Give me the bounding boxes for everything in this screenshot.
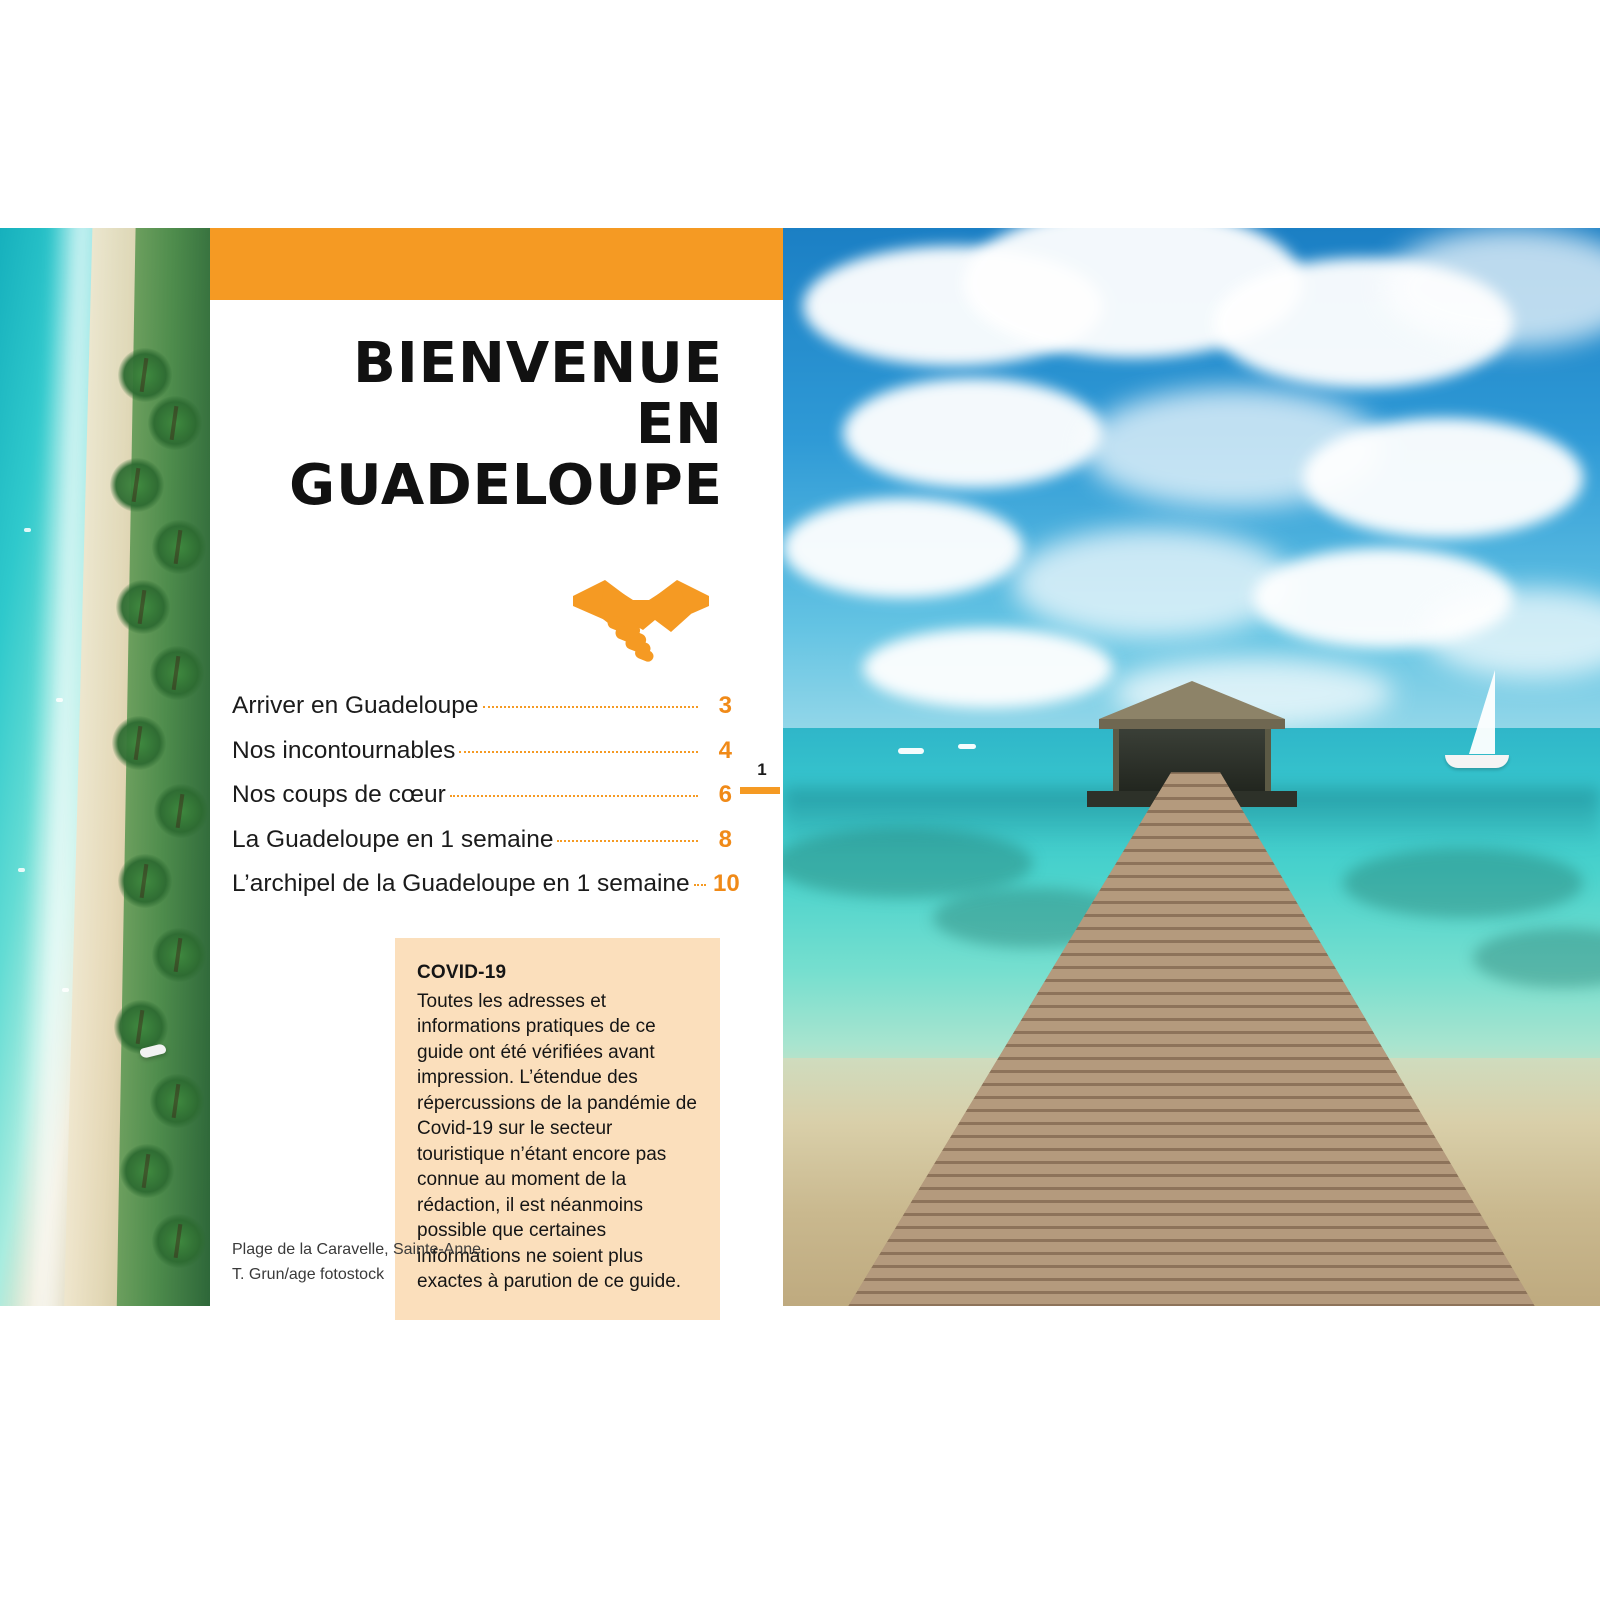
reef-patch (1343, 848, 1583, 918)
reef-patch (783, 828, 1033, 898)
palm-tree (120, 1144, 174, 1198)
water-sparkle (62, 988, 69, 992)
toc-entry-label: Nos incontournables (232, 736, 456, 764)
cloud (1303, 418, 1583, 538)
palm-tree (152, 520, 206, 574)
photo-caption-line-1: Plage de la Caravelle, Sainte-Anne. (232, 1241, 486, 1258)
water-sparkle (18, 868, 25, 872)
palm-tree (152, 928, 206, 982)
toc-entry[interactable] (232, 870, 740, 898)
folio-rule (740, 787, 780, 794)
page-title-line-3: GUADELOUPE (289, 453, 723, 519)
hut-roof (1099, 681, 1285, 719)
toc-leader-dots (459, 751, 698, 753)
toc-entry-page: 10 (712, 870, 740, 897)
pier-photo (783, 228, 1600, 1306)
page-title-line-2: EN (635, 392, 723, 458)
toc-entry-label: L’archipel de la Guadeloupe en 1 semaine (232, 870, 690, 897)
folio (740, 760, 784, 794)
toc-leader-dots (557, 840, 698, 842)
header-accent-bar (210, 228, 783, 300)
palm-tree (154, 784, 208, 838)
toc-entry-page: 6 (718, 781, 732, 808)
photo-caption (232, 1238, 486, 1288)
palm-tree (118, 854, 172, 908)
cloud (863, 628, 1113, 708)
distant-boat (958, 744, 976, 749)
toc-leader-dots (483, 706, 698, 708)
toc-leader-dots (694, 884, 706, 886)
photo-caption-line-2: T. Grun/age fotostock (232, 1265, 385, 1283)
palm-tree (118, 348, 172, 402)
cloud (843, 378, 1103, 488)
palm-tree (112, 716, 166, 770)
covid-notice-body: Toutes les adresses et informations pratiques de ce guide ont été vérifiées avant impression. L’étendue des répercussions de la pandémie de Covid-19 sur le secteur touristique n’étant encore pas connue au moment de la rédaction, il est néanmoins possible que certaines informations ne soient plus exactes à parution de ce guide. (417, 991, 697, 1292)
palm-tree (152, 1214, 206, 1268)
page-title-line-1: BIENVENUE (353, 331, 723, 396)
toc-entry[interactable] (232, 737, 732, 765)
table-of-contents (232, 692, 740, 915)
cloud (783, 498, 1023, 598)
sail (1467, 670, 1495, 754)
content-column (210, 300, 783, 1306)
toc-entry-label: Nos coups de cœur (232, 781, 446, 808)
palm-tree (150, 1074, 204, 1128)
toc-entry-page: 3 (718, 692, 732, 719)
toc-leader-dots (450, 795, 698, 797)
hull (1445, 755, 1509, 768)
palm-tree (150, 646, 204, 700)
cloud (1013, 528, 1293, 638)
covid-notice-title: COVID-19 (417, 962, 507, 983)
toc-entry-label: La Guadeloupe en 1 semaine (232, 825, 554, 853)
page-number: 1 (757, 760, 767, 779)
distant-boat (898, 748, 924, 754)
page-title (253, 331, 723, 519)
sailboat (1423, 666, 1513, 776)
aerial-beach-photo (0, 228, 210, 1306)
palm-tree (148, 396, 202, 450)
toc-entry[interactable] (232, 826, 732, 854)
toc-entry[interactable] (232, 692, 732, 720)
palm-tree (116, 580, 170, 634)
toc-entry-page: 4 (718, 736, 732, 764)
handshake-icon (571, 558, 711, 668)
toc-entry[interactable] (232, 781, 732, 809)
palm-tree (110, 458, 164, 512)
toc-entry-page: 8 (718, 825, 732, 853)
water-sparkle (24, 528, 31, 532)
hut-roof-edge (1099, 719, 1285, 729)
water-sparkle (56, 698, 63, 702)
toc-entry-label: Arriver en Guadeloupe (232, 692, 479, 719)
